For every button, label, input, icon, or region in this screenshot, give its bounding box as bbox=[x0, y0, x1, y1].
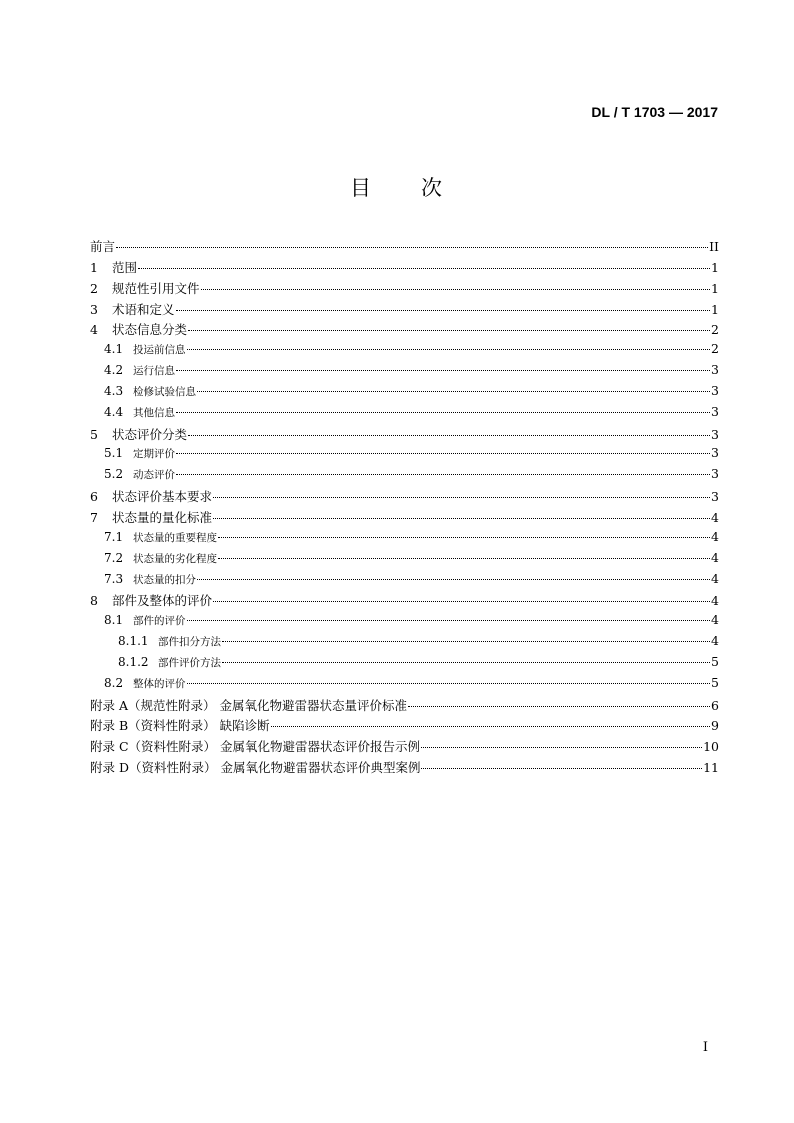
toc-entry[interactable] bbox=[90, 362, 719, 383]
toc-entry[interactable] bbox=[90, 591, 719, 612]
toc-entry-title: 附录 C（资料性附录） 金属氧化物避雷器状态评价报告示例 bbox=[90, 739, 421, 755]
toc-entry-number: 7.2 bbox=[104, 550, 124, 565]
toc-leader-dots bbox=[197, 579, 710, 580]
toc-entry-title: 部件及整体的评价 bbox=[112, 593, 213, 609]
toc-leader-dots bbox=[176, 474, 710, 475]
toc-leader-dots bbox=[187, 349, 711, 350]
toc-entry-page: 4 bbox=[711, 528, 719, 544]
toc-entry[interactable] bbox=[90, 445, 719, 466]
toc-entry-number: 7 bbox=[90, 509, 98, 525]
toc-entry-title: 状态量的扣分 bbox=[133, 573, 196, 586]
toc-entry-title: 前言 bbox=[90, 239, 116, 254]
toc-leader-dots bbox=[421, 747, 702, 748]
toc-entry[interactable] bbox=[90, 633, 719, 654]
toc-entry-number: 1 bbox=[90, 259, 98, 275]
toc-entry-page: 9 bbox=[711, 718, 719, 734]
toc-entry[interactable] bbox=[90, 341, 719, 362]
toc-entry[interactable] bbox=[90, 425, 719, 446]
toc-entry[interactable] bbox=[90, 508, 719, 529]
toc-entry[interactable] bbox=[90, 237, 719, 258]
toc-entry-number: 4.1 bbox=[104, 342, 124, 357]
toc-entry-title: 术语和定义 bbox=[112, 301, 175, 317]
toc-entry-title: 状态量的量化标准 bbox=[112, 509, 213, 525]
toc-entry-page: 4 bbox=[711, 570, 719, 586]
toc-leader-dots bbox=[271, 726, 710, 727]
toc-entry-page: 3 bbox=[711, 382, 719, 398]
toc-entry-page: 3 bbox=[711, 403, 719, 419]
toc-entry-number: 3 bbox=[90, 301, 98, 317]
toc-entry-page: 2 bbox=[711, 341, 719, 357]
toc-entry-page: 6 bbox=[711, 697, 719, 713]
toc-entry[interactable] bbox=[90, 696, 719, 717]
toc-leader-dots bbox=[176, 310, 711, 311]
toc-entry-page: 3 bbox=[711, 466, 719, 482]
toc-entry-page: 2 bbox=[711, 322, 719, 338]
toc-entry-page: 1 bbox=[711, 259, 719, 275]
toc-entry[interactable] bbox=[90, 675, 719, 696]
toc-entry-title: 投运前信息 bbox=[133, 344, 186, 357]
toc-entry-page: 4 bbox=[711, 633, 719, 649]
toc-leader-dots bbox=[421, 768, 702, 769]
toc-entry-title: 整体的评价 bbox=[133, 677, 186, 690]
toc-entry-number: 5.1 bbox=[104, 446, 124, 461]
toc-entry-number: 5.2 bbox=[104, 467, 124, 482]
toc-entry-page: 1 bbox=[711, 280, 719, 296]
toc-entry-number: 4.3 bbox=[104, 383, 124, 398]
toc-entry[interactable] bbox=[90, 279, 719, 300]
toc-entry[interactable] bbox=[90, 737, 719, 758]
toc-entry-number: 7.1 bbox=[104, 529, 124, 544]
toc-leader-dots bbox=[201, 289, 711, 290]
toc-entry-number: 8.1.1 bbox=[118, 634, 149, 649]
toc-entry-number: 4.2 bbox=[104, 363, 124, 378]
toc-entry-number: 8.1.2 bbox=[118, 654, 149, 669]
toc-entry-page: 10 bbox=[703, 739, 719, 755]
toc-entry-title: 部件评价方法 bbox=[158, 656, 221, 669]
toc-entry[interactable] bbox=[90, 300, 719, 321]
toc-entry-page: 3 bbox=[711, 445, 719, 461]
toc-entry-title: 定期评价 bbox=[133, 448, 175, 461]
toc-entry[interactable] bbox=[90, 550, 719, 571]
toc-leader-dots bbox=[188, 435, 710, 436]
toc-entry-title: 状态量的重要程度 bbox=[133, 531, 217, 544]
toc-entry-number: 8.1 bbox=[104, 613, 124, 628]
toc-entry[interactable] bbox=[90, 487, 719, 508]
toc-leader-dots bbox=[218, 537, 710, 538]
toc-entry[interactable] bbox=[90, 571, 719, 592]
page-number: I bbox=[702, 1040, 708, 1055]
toc-entry-title: 运行信息 bbox=[133, 365, 175, 378]
toc-entry[interactable] bbox=[90, 258, 719, 279]
toc-entry-page: 1 bbox=[711, 301, 719, 317]
toc-entry-title: 状态量的劣化程度 bbox=[133, 552, 217, 565]
toc-leader-dots bbox=[187, 683, 711, 684]
toc-entry-title: 范围 bbox=[112, 259, 138, 275]
title-char-1: 目 bbox=[350, 176, 373, 200]
toc-entry-page: 11 bbox=[703, 760, 719, 776]
toc-entry-number: 8.2 bbox=[104, 675, 124, 690]
toc-entry-title: 附录 B（资料性附录） 缺陷诊断 bbox=[90, 718, 270, 734]
toc-entry-page: 4 bbox=[711, 593, 719, 609]
toc-leader-dots bbox=[213, 518, 710, 519]
table-of-contents bbox=[90, 237, 719, 779]
toc-leader-dots bbox=[176, 453, 710, 454]
toc-entry-number: 5 bbox=[90, 426, 98, 442]
toc-entry[interactable] bbox=[90, 529, 719, 550]
toc-leader-dots bbox=[116, 247, 708, 248]
toc-leader-dots bbox=[187, 620, 711, 621]
toc-entry-page: II bbox=[709, 239, 719, 254]
toc-entry-number: 4.4 bbox=[104, 404, 124, 419]
toc-entry[interactable] bbox=[90, 466, 719, 487]
document-code: DL / T 1703 — 2017 bbox=[591, 104, 718, 120]
toc-entry-page: 5 bbox=[711, 653, 719, 669]
toc-leader-dots bbox=[213, 601, 710, 602]
toc-entry[interactable] bbox=[90, 654, 719, 675]
toc-entry-page: 3 bbox=[711, 489, 719, 505]
toc-entry-number: 8 bbox=[90, 593, 98, 609]
toc-entry-title: 动态评价 bbox=[133, 469, 175, 482]
toc-entry-page: 3 bbox=[711, 362, 719, 378]
toc-entry-title: 部件的评价 bbox=[133, 615, 186, 628]
toc-entry-page: 4 bbox=[711, 612, 719, 628]
toc-leader-dots bbox=[197, 391, 710, 392]
toc-leader-dots bbox=[218, 558, 710, 559]
toc-entry-number: 7.3 bbox=[104, 571, 124, 586]
toc-entry-page: 3 bbox=[711, 426, 719, 442]
toc-leader-dots bbox=[222, 662, 710, 663]
toc-leader-dots bbox=[176, 412, 710, 413]
toc-entry-title: 附录 A（规范性附录） 金属氧化物避雷器状态量评价标准 bbox=[90, 697, 407, 713]
toc-entry-title: 规范性引用文件 bbox=[112, 280, 200, 296]
toc-leader-dots bbox=[222, 641, 710, 642]
toc-entry-title: 附录 D（资料性附录） 金属氧化物避雷器状态评价典型案例 bbox=[90, 760, 421, 776]
toc-leader-dots bbox=[213, 497, 710, 498]
toc-entry-page: 4 bbox=[711, 549, 719, 565]
toc-entry-title: 其他信息 bbox=[133, 406, 175, 419]
toc-entry[interactable] bbox=[90, 612, 719, 633]
toc-entry[interactable] bbox=[90, 404, 719, 425]
toc-entry-title: 状态评价分类 bbox=[112, 426, 188, 442]
toc-entry-number: 6 bbox=[90, 489, 98, 505]
toc-entry-page: 5 bbox=[711, 674, 719, 690]
toc-entry-title: 部件扣分方法 bbox=[158, 636, 221, 649]
title-char-2: 次 bbox=[421, 176, 444, 200]
page-title bbox=[0, 172, 794, 202]
toc-entry-title: 状态评价基本要求 bbox=[112, 489, 213, 505]
toc-leader-dots bbox=[408, 706, 710, 707]
toc-entry-title: 状态信息分类 bbox=[112, 322, 188, 338]
toc-leader-dots bbox=[188, 330, 710, 331]
toc-entry[interactable] bbox=[90, 716, 719, 737]
toc-entry[interactable] bbox=[90, 320, 719, 341]
toc-entry[interactable] bbox=[90, 383, 719, 404]
toc-leader-dots bbox=[138, 268, 710, 269]
toc-entry-title: 检修试验信息 bbox=[133, 385, 196, 398]
toc-entry[interactable] bbox=[90, 758, 719, 779]
toc-entry-number: 2 bbox=[90, 280, 98, 296]
toc-leader-dots bbox=[176, 370, 710, 371]
toc-entry-number: 4 bbox=[90, 322, 98, 338]
toc-entry-page: 4 bbox=[711, 509, 719, 525]
